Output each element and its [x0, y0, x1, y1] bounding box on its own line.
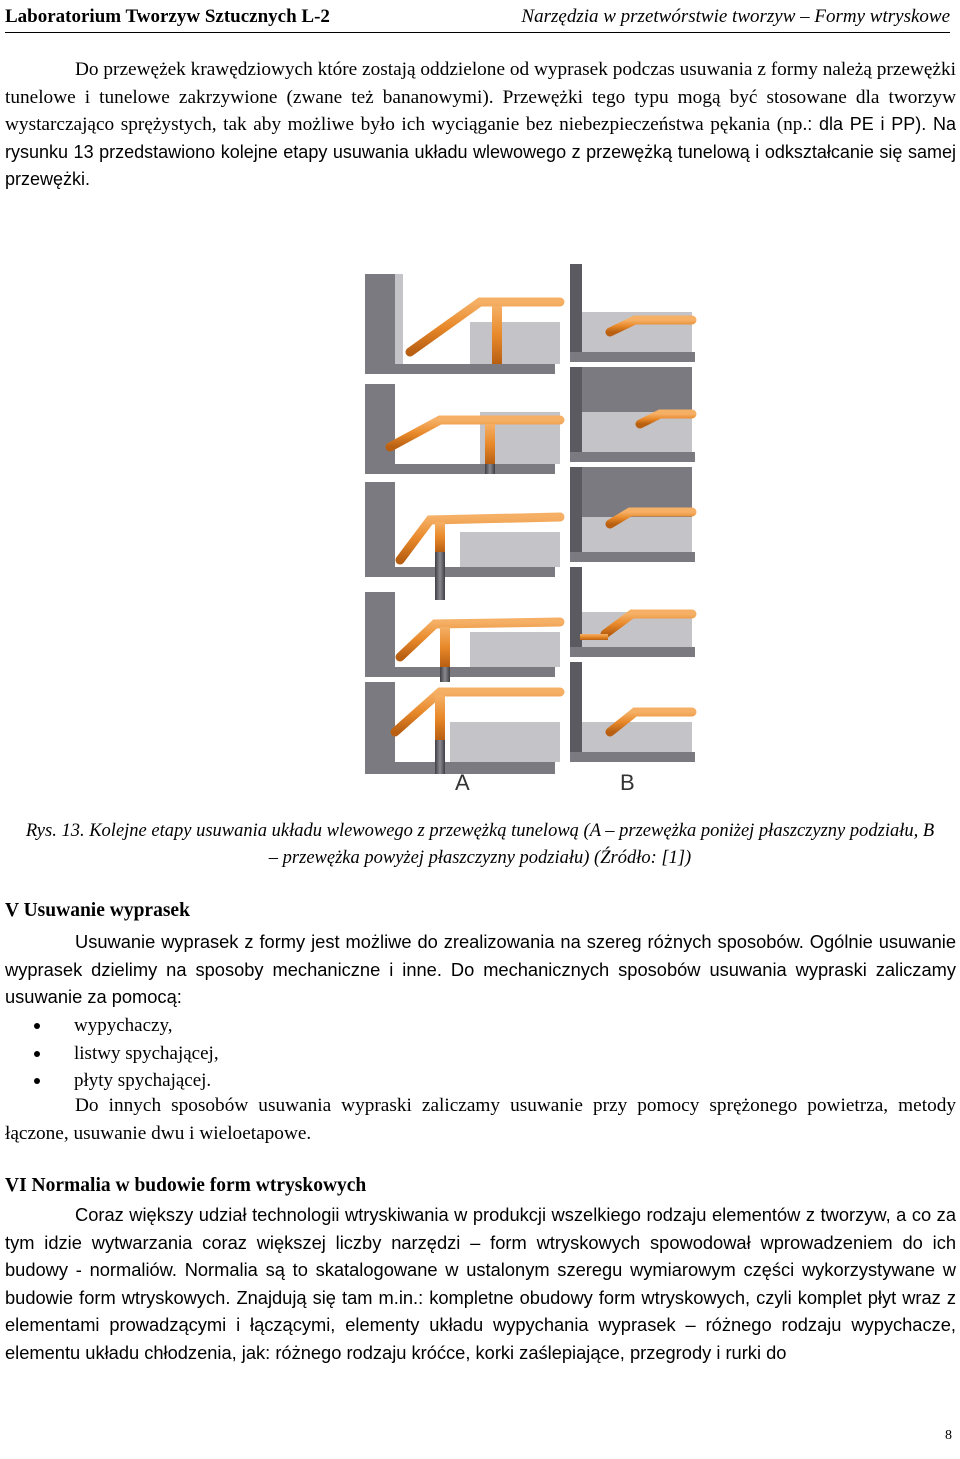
stage-b1 — [570, 264, 695, 362]
removal-methods-list — [30, 1012, 219, 1095]
bullet-icon — [34, 1023, 40, 1029]
label-b: B — [620, 770, 635, 795]
section5-paragraph: Usuwanie wyprasek z formy jest możliwe do zrealizowania na szereg różnych sposobów. Ogólnie usuwanie wyprasek dzielimy na sposoby mechaniczne i inne. Do mechanicznych sposobów usuwania wypraski zaliczamy usuwanie za pomocą: — [5, 931, 956, 1007]
page-number: 8 — [945, 1428, 952, 1443]
figure-caption: Rys. 13. Kolejne etapy usuwania układu wlewowego z przewężką tunelową (A – przewężka poniżej płaszczyzny podziału, B – przewężka powyżej płaszczyzny podziału) (Źródło: [1]) — [25, 821, 935, 868]
stage-b4 — [570, 567, 695, 657]
section5-heading: V Usuwanie wyprasek — [5, 900, 190, 921]
header-subtitle: Narzędzia w przetwórstwie tworzyw – Formy wtryskowe — [521, 6, 950, 27]
bullet-icon — [34, 1078, 40, 1084]
column-a — [365, 274, 560, 795]
column-b — [570, 264, 695, 795]
list-item: wypychaczy, — [30, 1012, 219, 1040]
stage-a2 — [365, 384, 560, 474]
stage-a5 — [365, 682, 560, 774]
stage-b2 — [570, 367, 695, 462]
intro-sans-run: : dla PE i PP). Na rysunku 13 przedstawiono kolejne etapy usuwania układu wlewowego z przewężką tunelową i odkształcanie się samej przewężki. — [5, 114, 956, 189]
section5-paragraph2: Do innych sposobów usuwania wypraski zaliczamy usuwanie przy pomocy sprężonego powietrza, metody łączone, usuwanie dwu i wieloetapowe. — [5, 1095, 956, 1144]
intro-paragraph — [5, 56, 956, 194]
intro-serif-run: Do przewężek krawędziowych które zostają oddzielone od wyprasek podczas usuwania z formy należą przewężki tunelowe i tunelowe zakrzywione (zwane też bananowymi). Przewężki tego typu mogą być stosowane dla tworzyw wystarczająco sprężystych, tak aby możliwe było ich wyciąganie bez niebezpieczeństwa pękania (np. — [5, 59, 956, 135]
bullet-icon — [34, 1051, 40, 1057]
stage-a4 — [365, 592, 560, 682]
figure-runner-removal — [360, 262, 700, 800]
stage-b5 — [570, 662, 695, 762]
list-item: listwy spychającej, — [30, 1040, 219, 1068]
section6-heading: VI Normalia w budowie form wtryskowych — [5, 1175, 367, 1196]
stage-a1 — [365, 274, 560, 374]
header-title: Laboratorium Tworzyw Sztucznych L-2 — [5, 6, 330, 27]
section6-paragraph: Coraz większy udział technologii wtryskiwania w produkcji wszelkiego rodzaju elementów z tworzyw, a co za tym idzie wytwarzania coraz większej liczby narzędzi – form wtryskowych spowodował wprowadzeniem do ich budowy - normaliów. Normalia są to skatalogowane w ustalonym szeregu wymiarowym części wykorzystywane w budowie form wtryskowych. Znajdują się tam m.in.: kompletne obudowy form wtryskowych, czyli komplet płyt wraz z elementami prowadzącymi i łączącymi, elementy układu wypychania wyprasek – różnego rodzaju wypychacze, elementu układu chłodzenia, jak: różnego rodzaju króćce, korki zaślepiające, przegrody i rurki do — [5, 1204, 956, 1363]
label-a: A — [455, 770, 470, 795]
page-header — [5, 2, 950, 33]
stage-b3 — [570, 467, 695, 562]
list-item: płyty spychającej. — [30, 1067, 219, 1095]
stage-a3 — [365, 482, 560, 600]
